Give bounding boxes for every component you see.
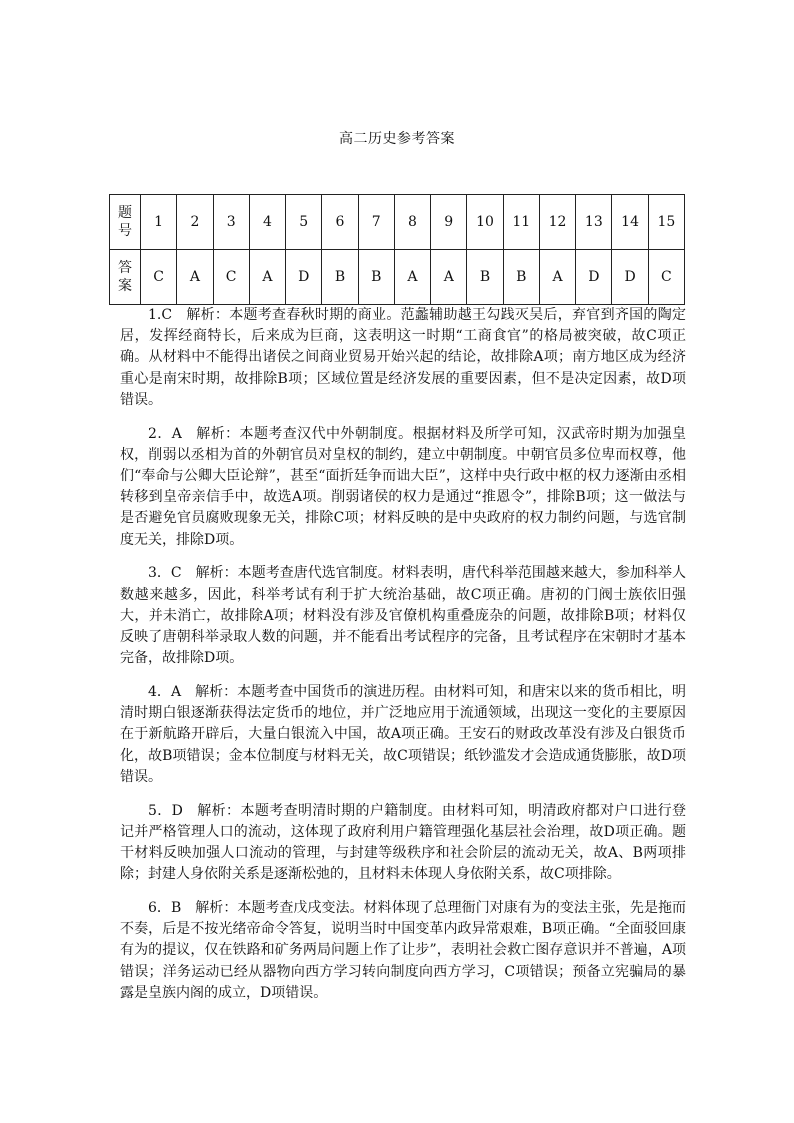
question-number-cell: 11 — [503, 195, 539, 250]
question-number-cell: 4 — [249, 195, 285, 250]
explanation-text: 解析：本题考查戊戌变法。材料体现了总理衙门对康有为的变法主张，先是拖而不奏，后是不按光绪帝命令答复，说明当时中国变革内政异常艰难，B项正确。“全面驳回康有为的提议，仅在铁路和矿务两局问题上作了让步”，表明社会救亡图存意识并不普遍，A项错误；洋务运动已经从器物向西方学习转向制度向西方学习，C项错误；预备立宪骗局的暴露是皇族内阁的成立，D项错误。 — [120, 900, 687, 1001]
question-number-cell: 10 — [467, 195, 503, 250]
answer-cell: D — [286, 250, 322, 305]
header-char: 答 — [118, 260, 132, 276]
explanation-text: 解析：本题考查明清时期的户籍制度。由材料可知，明清政府都对户口进行登记并严格管理人口的流动，这体现了政府利用户籍管理强化基层社会治理，故D项正确。题干材料反映加强人口流动的管理，与封建等级秩序和社会阶层的流动无关，故A、B两项排除；封建人身依附关系是逐渐松弛的，且材料未体现人身依附关系，故C项排除。 — [120, 802, 686, 883]
explanation-answer-label: 2．A — [148, 425, 182, 442]
question-number-row — [110, 195, 685, 250]
question-number-cell: 14 — [612, 195, 648, 250]
answer-cell: C — [648, 250, 684, 305]
page-title: 高二历史参考答案 — [339, 131, 455, 147]
explanation-paragraph — [120, 305, 686, 411]
explanation-text: 解析：本题考查唐代选官制度。材料表明，唐代科举范围越来越大，参加科举人数越来越多，因此，科举考试有利于扩大统治基础，故C项正确。唐初的门阀士族依旧强大，并未消亡，故排除A项；材料没有涉及官僚机构重叠庞杂的问题，故排除B项；材料仅反映了唐朝科举录取人数的问题，并不能看出考试程序的完备，且考试程序在宋朝时才基本完备，故排除D项。 — [120, 565, 686, 667]
question-number-cell: 12 — [539, 195, 575, 250]
explanation-answer-label: 3．C — [148, 565, 182, 582]
answer-cell: B — [358, 250, 394, 305]
explanation-paragraph — [120, 801, 686, 886]
question-number-cell: 8 — [394, 195, 430, 250]
explanation-paragraph — [120, 898, 686, 1004]
question-number-cell: 2 — [177, 195, 213, 250]
answer-cell: D — [576, 250, 612, 305]
explanation-paragraph — [120, 424, 686, 551]
explanation-text: 解析：本题考查中国货币的演进历程。由材料可知，和唐宋以来的货币相比，明清时期白银逐渐获得法定货币的地位，并广泛地应用于流通领域，出现这一变化的主要原因在于新航路开辟后，大量白银流入中国，故A项正确。王安石的财政改革没有涉及白银货币化，故B项错误；金本位制度与材料无关，故C项错误；纸钞滥发才会造成通货膨胀，故D项错误。 — [120, 684, 686, 785]
answer-table — [109, 194, 685, 305]
header-char: 号 — [118, 223, 132, 239]
answer-cell: A — [539, 250, 575, 305]
answer-header — [110, 250, 141, 305]
answer-cell: C — [141, 250, 177, 305]
answer-cell: C — [213, 250, 249, 305]
answer-cell: A — [431, 250, 467, 305]
question-number-cell: 5 — [286, 195, 322, 250]
question-number-cell: 13 — [576, 195, 612, 250]
question-number-header — [110, 195, 141, 250]
question-number-cell: 9 — [431, 195, 467, 250]
question-number-cell: 1 — [141, 195, 177, 250]
answer-cell: A — [249, 250, 285, 305]
answer-cell: B — [503, 250, 539, 305]
explanations-section — [120, 305, 686, 1017]
explanation-answer-label: 6．B — [148, 900, 182, 917]
header-char: 案 — [118, 278, 132, 294]
question-number-cell: 3 — [213, 195, 249, 250]
answer-cell: B — [467, 250, 503, 305]
explanation-answer-label: 1.C — [148, 307, 173, 323]
explanation-text: 解析：本题考查汉代中外朝制度。根据材料及所学可知，汉武帝时期为加强皇权，削弱以丞相为首的外朝官员对皇权的制约，建立中朝制度。中朝官员多位卑而权尊，他们“奉命与公卿大臣论辩”，甚至“面折廷争而诎大臣”，这样中央行政中枢的权力逐渐由丞相转移到皇帝亲信手中，故选A项。削弱诸侯的权力是通过“推恩令”，排除B项；这一做法与是否避免官员腐败现象无关，排除C项；材料反映的是中央政府的权力制约问题，与选官制度无关，排除D项。 — [120, 425, 686, 548]
answer-cell: A — [394, 250, 430, 305]
explanation-paragraph — [120, 682, 686, 788]
explanation-answer-label: 5．D — [148, 802, 183, 819]
answer-cell: A — [177, 250, 213, 305]
header-char: 题 — [118, 205, 132, 221]
question-number-cell: 6 — [322, 195, 358, 250]
explanation-text: 解析：本题考查春秋时期的商业。范蠡辅助越王勾践灭吴后，弃官到齐国的陶定居，发挥经商特长，后来成为巨商，这表明这一时期“工商食官”的格局被突破，故C项正确。从材料中不能得出诸侯之间商业贸易开始兴起的结论，故排除A项；南方地区成为经济重心是南宋时期，故排除B项；区域位置是经济发展的重要因素，但不是决定因素，故D项错误。 — [120, 307, 686, 408]
answer-row — [110, 250, 685, 305]
question-number-cell: 7 — [358, 195, 394, 250]
question-number-cell: 15 — [648, 195, 684, 250]
explanation-paragraph — [120, 563, 686, 669]
explanation-answer-label: 4．A — [148, 684, 182, 701]
answer-cell: B — [322, 250, 358, 305]
answer-cell: D — [612, 250, 648, 305]
